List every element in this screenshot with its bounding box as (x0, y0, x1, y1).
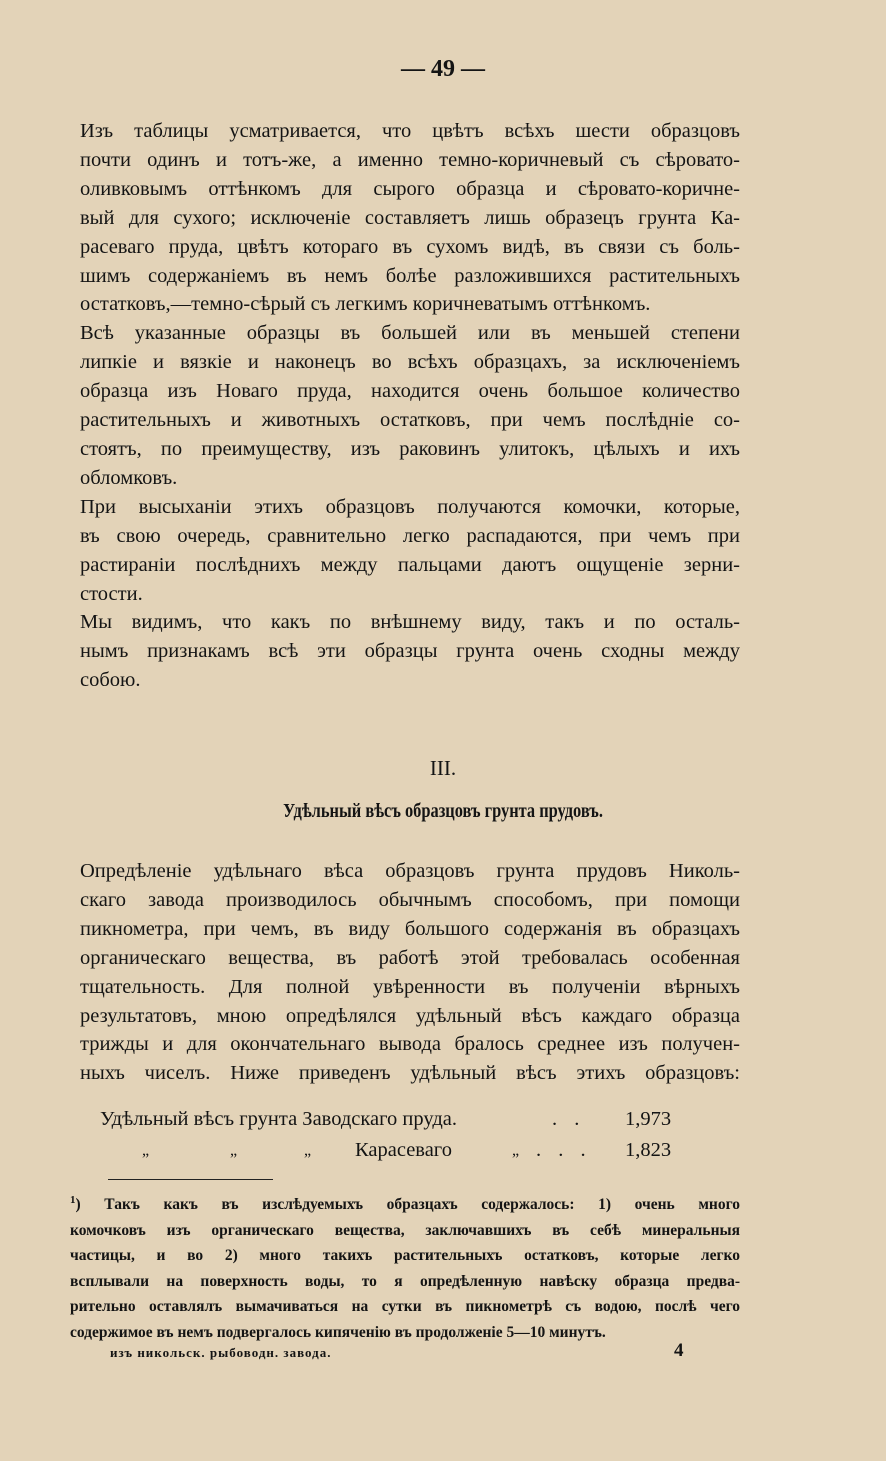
text-line: липкіе и вязкіе и наконецъ во всѣхъ образцахъ, за исключеніемъ (80, 351, 740, 374)
text-line: почти одинъ и тотъ-же, а именно темно-коричневый съ сѣровато- (80, 148, 740, 171)
specific-gravity-table (100, 1104, 700, 1166)
text-line: Опредѣленіе удѣльнаго вѣса образцовъ грунта прудовъ Николь- (80, 860, 740, 882)
body-text-bottom (70, 857, 740, 1088)
text-line: результатовъ, мною опредѣлялся удѣльный вѣсъ каждаго образца (80, 1004, 740, 1027)
text-line: Мы видимъ, что какъ по внѣшнему виду, такъ и по осталь- (80, 611, 740, 634)
text-line: тщательность. Для полной увѣренности въ полученіи вѣрныхъ (80, 975, 740, 998)
text-line: остатковъ,—темно-сѣрый съ легкимъ коричневатымъ оттѣнкомъ. (80, 293, 651, 316)
text-line: органическаго вещества, въ работѣ этой требовалась особенная (80, 946, 740, 969)
leader-dots: . . . (536, 1139, 592, 1161)
body-text-top (70, 117, 740, 695)
text-line: расеваго пруда, цвѣтъ котораго въ сухомъ видѣ, въ связи съ боль- (80, 235, 740, 258)
text-line: шимъ содержаніемъ въ немъ болѣе разложившихся растительныхъ (80, 264, 740, 287)
text-line: въ свою очередь, сравнительно легко распадаются, при чемъ при (80, 524, 740, 547)
table-row (100, 1104, 700, 1135)
ditto-mark: „ (512, 1142, 520, 1159)
footnote-line: всплывали на поверхность воды, то я опредѣленную навѣску образца предва- (70, 1272, 740, 1290)
footnote-line: содержимое въ немъ подвергалось кипяченію въ продолженіе 5—10 минутъ. (70, 1323, 606, 1341)
footnote-line: комочковъ изъ органическаго вещества, заключавшихъ въ себѣ минеральныя (70, 1221, 740, 1239)
row-label: Карасеваго (355, 1139, 452, 1161)
row-label: Удѣльный вѣсъ грунта Заводскаго пруда. (100, 1108, 457, 1130)
text-line: собою. (80, 669, 141, 692)
page-number: — 49 — (401, 56, 485, 82)
section-numeral: III. (429, 756, 457, 780)
ditto-mark: „ (304, 1142, 312, 1159)
footnote-line (70, 1192, 740, 1218)
paragraph (70, 608, 740, 695)
text-line: ныхъ чиселъ. Ниже приведенъ удѣльный вѣсъ этихъ образцовъ: (80, 1062, 740, 1085)
text-line: образца изъ Новаго пруда, находится очень большое количество (80, 380, 740, 403)
paragraph (70, 117, 740, 319)
text-line: стоятъ, по преимуществу, изъ раковинъ улитокъ, цѣлыхъ и ихъ (80, 437, 740, 460)
text-line: растительныхъ и животныхъ остатковъ, при чемъ послѣдніе со- (80, 409, 740, 432)
footnote-divider (108, 1179, 273, 1180)
text-line: трижды и для окончательнаго вывода бралось среднее изъ получен- (80, 1033, 740, 1056)
footnote-line: частицы, и во 2) много такихъ растительныхъ остатковъ, которые легко (70, 1247, 740, 1265)
row-value: 1,973 (625, 1108, 672, 1130)
section-title: Удѣльный вѣсъ образцовъ грунта прудовъ. (283, 800, 603, 822)
signature-number: 4 (674, 1340, 684, 1361)
footnote (70, 1192, 740, 1346)
text-line: вый для сухого; исключеніе составляетъ лишь образецъ грунта Ка- (80, 206, 740, 229)
text-line: растираніи послѣднихъ между пальцами даютъ ощущеніе зерни- (80, 553, 740, 576)
text-line: Изъ таблицы усматривается, что цвѣтъ всѣхъ шести образцовъ (80, 120, 740, 142)
footnote-line: рительно оставлялъ вымачиваться на сутки въ пикнометрѣ съ водою, послѣ чего (70, 1298, 740, 1316)
ditto-mark: „ (230, 1142, 238, 1159)
table-row (100, 1135, 700, 1166)
footnote-mark: 1 (70, 1193, 76, 1206)
text-line: стости. (80, 582, 143, 605)
text-line: Всѣ указанные образцы въ большей или въ меньшей степени (80, 322, 740, 345)
leader-dots: . . (552, 1108, 586, 1130)
paragraph (70, 493, 740, 609)
ditto-mark: „ (142, 1142, 150, 1159)
footer-signature: изъ никольск. рыбоводн. завода. (110, 1345, 332, 1360)
text-line: При высыханіи этихъ образцовъ получаются комочки, которые, (80, 495, 740, 518)
text-line: оливковымъ оттѣнкомъ для сырого образца и сѣровато-коричне- (80, 177, 740, 200)
footnote-text: ) Такъ какъ въ изслѣдуемыхъ образцахъ содержалось: 1) очень много (75, 1196, 740, 1213)
row-value: 1,823 (625, 1139, 672, 1161)
text-line: нымъ признакамъ всѣ эти образцы грунта очень сходны между (80, 640, 740, 663)
paragraph (70, 319, 740, 492)
paragraph (70, 857, 740, 1088)
text-line: пикнометра, при чемъ, въ виду большого содержанія въ образцахъ (80, 917, 740, 940)
text-line: скаго завода производилось обычнымъ способомъ, при помощи (80, 888, 740, 911)
text-line: обломковъ. (80, 466, 178, 489)
